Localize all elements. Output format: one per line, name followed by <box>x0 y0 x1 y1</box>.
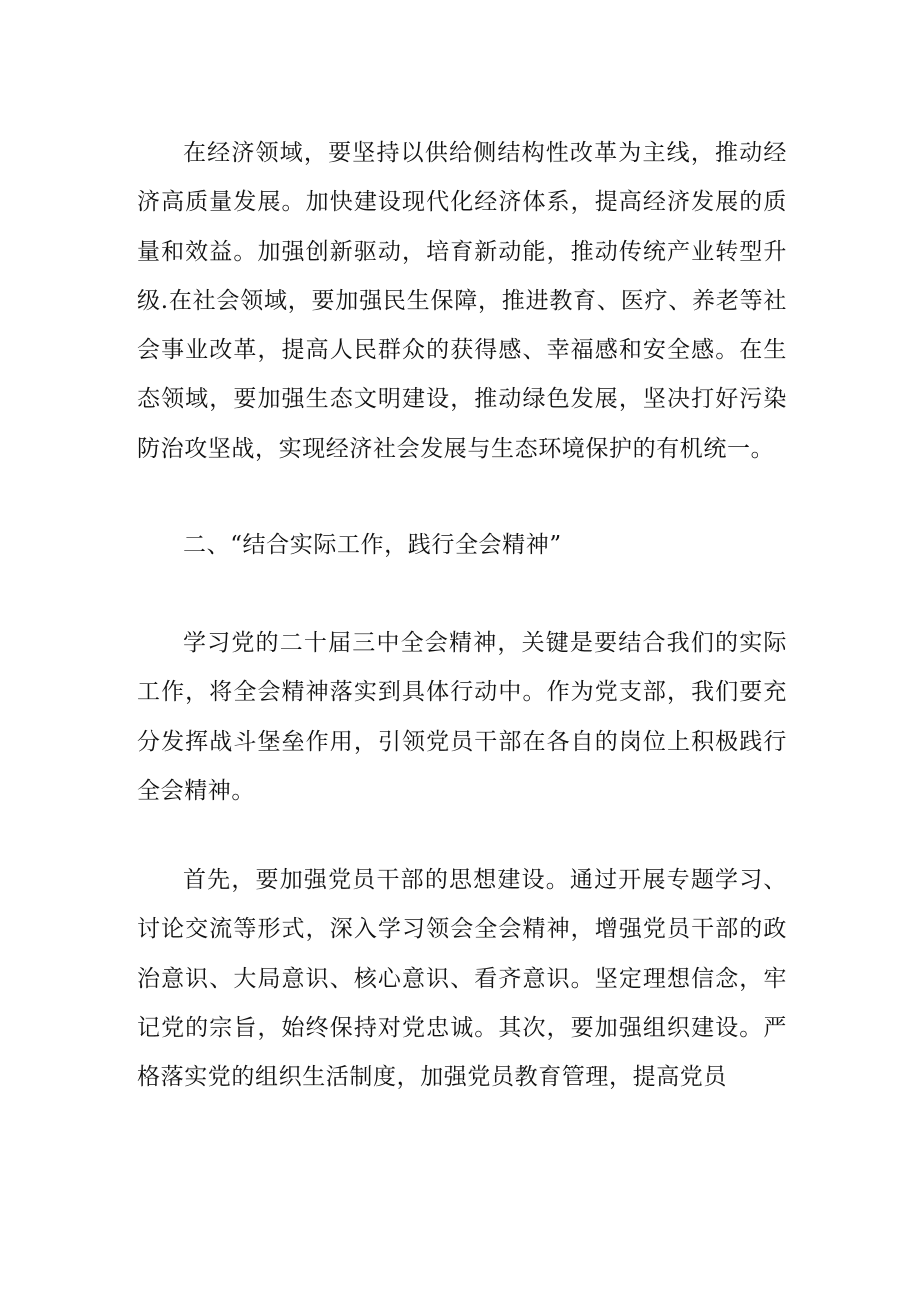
paragraph-ideological-building: 首先，要加强党员干部的思想建设。通过开展专题学习、讨论交流等形式，深入学习领会全会精神，增强党员干部的政治意识、大局意识、核心意识、看齐意识。坚定理想信念，牢记党的宗旨，始终保持对党忠诚。其次，要加强组织建设。严格落实党的组织生活制度，加强党员教育管理，提高党员 <box>137 867 787 1091</box>
section-heading: 二、“结合实际工作，践行全会精神” <box>183 532 562 558</box>
paragraph-economy-society-ecology: 在经济领域，要坚持以供给侧结构性改革为主线，推动经济高质量发展。加快建设现代化经济体系，提高经济发展的质量和效益。加强创新驱动，培育新动能，推动传统产业转型升级.在社会领域，要加强民生保障，推进教育、医疗、养老等社会事业改革，提高人民群众的获得感、幸福感和安全感。在生态领域，要加强生态文明建设，推动绿色发展，坚决打好污染防治攻坚战，实现经济社会发展与生态环境保护的有机统一。 <box>137 140 787 462</box>
paragraph-practical-work: 学习党的二十届三中全会精神，关键是要结合我们的实际工作，将全会精神落实到具体行动中。作为党支部，我们要充分发挥战斗堡垒作用，引领党员干部在各自的岗位上积极践行全会精神。 <box>137 630 787 804</box>
